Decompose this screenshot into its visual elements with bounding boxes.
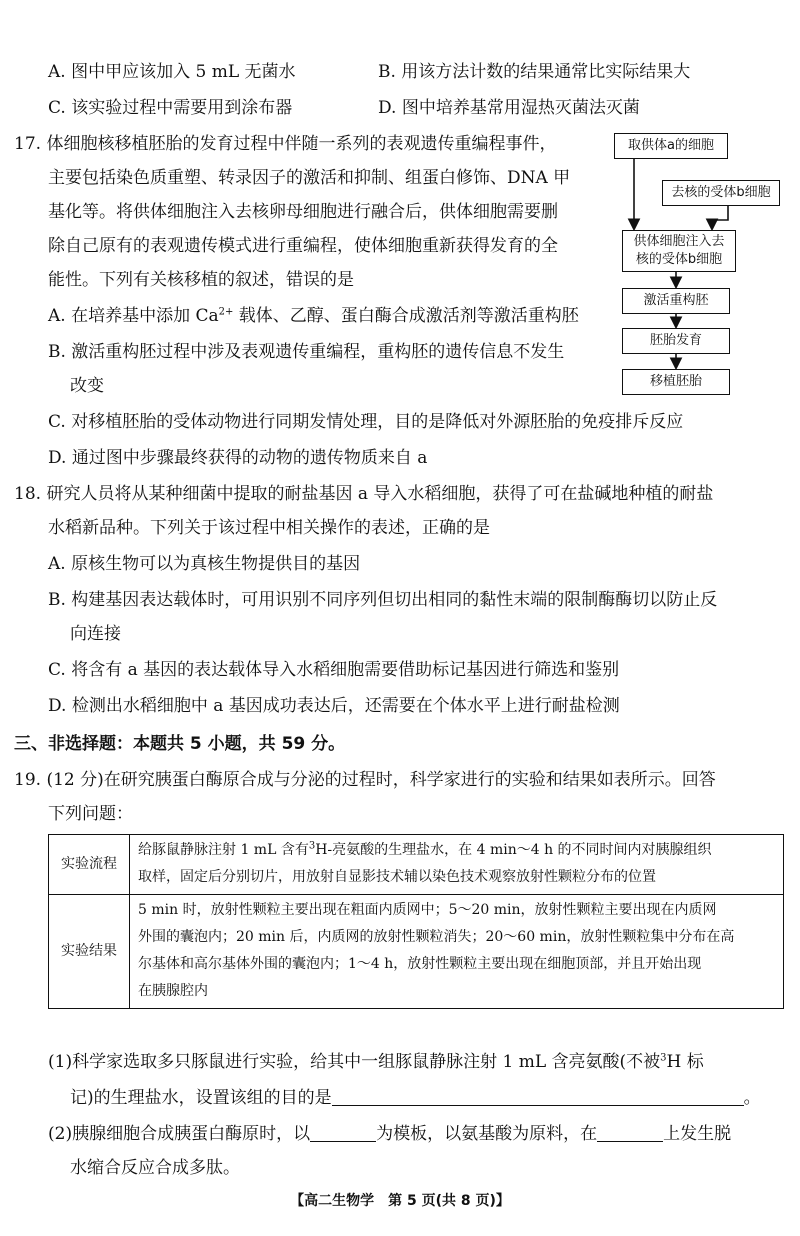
flow-box-transplant: 移植胚胎: [622, 369, 730, 395]
q19-sub1-text: (1)科学家选取多只豚鼠进行实验，给其中一组豚鼠静脉注射 1 mL 含亮氨酸(不被: [48, 1052, 661, 1072]
q17-option-b-line1: B. 激活重构胚过程中涉及表观遗传重编程，重构胚的遗传信息不发生: [48, 342, 565, 362]
q19-sub1-sup: 3: [660, 1052, 667, 1064]
q19-sub2-line1: [48, 1118, 731, 1150]
page-footer: 【高二生物学 第 5 页(共 8 页)】: [290, 1193, 510, 1209]
flow-box-enucleated-recipient: 去核的受体b细胞: [662, 180, 780, 206]
q17-option-a-text: A. 在培养基中添加 Ca: [48, 306, 219, 326]
q19-sub2-text: (2)胰腺细胞合成胰蛋白酶原时，以: [48, 1124, 311, 1144]
flow-box-donor-cell: 取供体a的细胞: [614, 133, 728, 159]
q19-sub1-text2: H 标: [666, 1052, 704, 1072]
results-line-3: 尔基体和高尔基体外围的囊泡内；1～4 h，放射性颗粒主要出现在细胞顶部，并且开始出现: [138, 956, 702, 973]
q19-sub1-line1: [48, 1046, 704, 1078]
q18-option-b-line2: 向连接: [70, 624, 121, 644]
q17-stem-line1: 17. 体细胞核移植胚胎的发育过程中伴随一系列的表观遗传重编程事件，: [14, 134, 557, 154]
q17-option-a-text2: 载体、乙醇、蛋白酶合成激活剂等激活重构胚: [233, 306, 579, 326]
answer-blank-1[interactable]: [332, 1089, 744, 1106]
q17-option-b-line2: 改变: [70, 376, 104, 396]
q19-sub1-period: 。: [743, 1088, 761, 1108]
procedure-text-2: H-亮氨酸的生理盐水，在 4 min～4 h 的不同时间内对胰腺组织: [315, 842, 712, 858]
q16-option-b: B. 用该方法计数的结果通常比实际结果大: [378, 62, 691, 82]
q18-stem-line2: 水稻新品种。下列关于该过程中相关操作的表述，正确的是: [48, 518, 490, 538]
q17-option-a: [48, 300, 579, 332]
q18-option-a: A. 原核生物可以为真核生物提供目的基因: [48, 554, 361, 574]
procedure-text-3: 取样，固定后分别切片，用放射自显影技术辅以染色技术观察放射性颗粒分布的位置: [138, 869, 656, 886]
q17-option-d: D. 通过图中步骤最终获得的动物的遗传物质来自 a: [48, 448, 428, 468]
table-header-results: 实验结果: [49, 894, 130, 1008]
experiment-table: [48, 834, 784, 1009]
q19-sub1-text3: 记)的生理盐水，设置该组的目的是: [70, 1088, 332, 1108]
q18-option-b-line1: B. 构建基因表达载体时，可用识别不同序列但切出相同的黏性末端的限制酶酶切以防止反: [48, 590, 718, 610]
flow-box-development: 胚胎发育: [622, 328, 730, 354]
q17-stem-line2: 主要包括染色质重塑、转录因子的激活和抑制、组蛋白修饰、DNA 甲: [48, 168, 571, 188]
results-line-4: 在胰腺腔内: [138, 983, 208, 1000]
q17-stem-line4: 除自己原有的表观遗传模式进行重编程，使体细胞重新获得发育的全: [48, 236, 558, 256]
q17-stem-line5: 能性。下列有关核移植的叙述，错误的是: [48, 270, 354, 290]
q16-option-d: D. 图中培养基常用湿热灭菌法灭菌: [378, 98, 640, 118]
q19-sub2-line2: 水缩合反应合成多肽。: [70, 1158, 240, 1178]
q19-sub1-line2: [70, 1082, 761, 1114]
flow-box-activate: 激活重构胚: [622, 288, 730, 314]
q17-option-c: C. 对移植胚胎的受体动物进行同期发情处理，目的是降低对外源胚胎的免疫排斥反应: [48, 412, 684, 432]
q17-option-a-sup: 2+: [218, 306, 234, 318]
table-row: [49, 835, 784, 895]
table-cell-results: [130, 894, 784, 1008]
answer-blank-2[interactable]: [310, 1125, 376, 1142]
q19-stem-line2: 下列问题：: [48, 804, 133, 824]
q16-option-c: C. 该实验过程中需要用到涂布器: [48, 98, 293, 118]
q18-option-c: C. 将含有 a 基因的表达载体导入水稻细胞需要借助标记基因进行筛选和鉴别: [48, 660, 620, 680]
procedure-sup: 3: [308, 840, 316, 852]
procedure-text-1: 给豚鼠静脉注射 1 mL 含有: [138, 842, 309, 858]
table-cell-procedure: [130, 835, 784, 895]
q18-option-d: D. 检测出水稻细胞中 a 基因成功表达后，还需要在个体水平上进行耐盐检测: [48, 696, 620, 716]
table-row: [49, 894, 784, 1008]
results-line-1: 5 min 时，放射性颗粒主要出现在粗面内质网中；5～20 min，放射性颗粒主要出现在内质网: [138, 901, 717, 918]
q19-sub2-text2: 为模板，以氨基酸为原料，在: [376, 1124, 598, 1144]
q18-stem-line1: 18. 研究人员将从某种细菌中提取的耐盐基因 a 导入水稻细胞，获得了可在盐碱地种植的耐盐: [14, 484, 714, 504]
flow-box-injection: 供体细胞注入去核的受体b细胞: [622, 230, 736, 272]
q17-stem-line3: 基化等。将供体细胞注入去核卵母细胞进行融合后，供体细胞需要删: [48, 202, 558, 222]
q19-sub2-text3: 上发生脱: [663, 1124, 732, 1144]
table-header-procedure: 实验流程: [49, 835, 130, 895]
results-line-2: 外围的囊泡内；20 min 后，内质网的放射性颗粒消失；20～60 min，放射性颗粒集中分布在高: [138, 928, 735, 945]
section-3-heading: 三、非选择题：本题共 5 小题，共 59 分。: [14, 734, 346, 754]
answer-blank-3[interactable]: [597, 1125, 663, 1142]
q19-stem-line1: 19. (12 分)在研究胰蛋白酶原合成与分泌的过程时，科学家进行的实验和结果如表所示。回答: [14, 770, 716, 790]
q16-option-a: A. 图中甲应该加入 5 mL 无菌水: [48, 62, 296, 82]
